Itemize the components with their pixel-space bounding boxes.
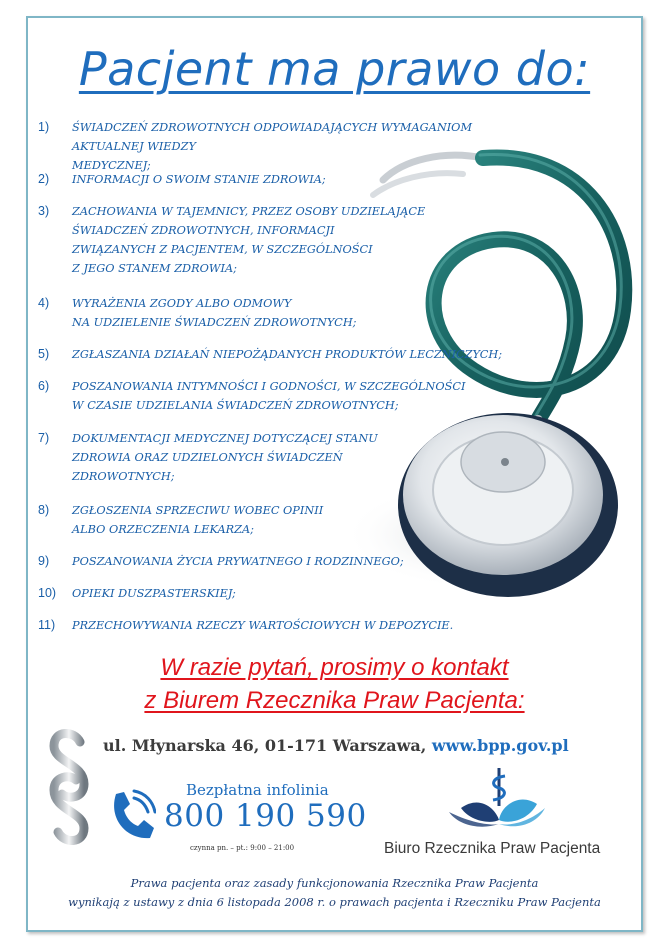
item-text: ZGŁOSZENIA SPRZECIWU WOBEC OPINII ALBO ORZECZENIA LEKARZA; bbox=[72, 504, 324, 536]
legal-footer bbox=[28, 874, 641, 912]
contact-heading bbox=[28, 651, 641, 717]
item-number: 8) bbox=[38, 503, 50, 517]
item-text: OPIEKI DUSZPASTERSKIEJ; bbox=[72, 587, 236, 600]
item-number: 1) bbox=[38, 120, 50, 134]
right-item bbox=[38, 429, 378, 486]
item-number: 6) bbox=[38, 379, 50, 393]
item-number: 2) bbox=[38, 172, 50, 186]
website-link[interactable]: www.bpp.gov.pl bbox=[431, 736, 569, 755]
item-number: 10) bbox=[38, 586, 57, 600]
item-number: 3) bbox=[38, 204, 50, 218]
bpp-logo-icon bbox=[441, 764, 551, 830]
address-line bbox=[103, 736, 569, 755]
right-item bbox=[38, 616, 453, 635]
right-item bbox=[38, 552, 404, 571]
right-item bbox=[38, 584, 236, 603]
bpp-logo-text: Biuro Rzecznika Praw Pacjenta bbox=[384, 840, 601, 857]
item-text: POSZANOWANIA INTYMNOŚCI I GODNOŚCI, W SZCZEGÓLNOŚCI W CZASIE UDZIELANIA ŚWIADCZEŃ ZDROWOTNYCH; bbox=[72, 380, 466, 412]
item-number: 5) bbox=[38, 347, 50, 361]
footer-line-2: wynikają z ustawy z dnia 6 listopada 2008 r. o prawach pacjenta i Rzeczniku Praw Pacjenta bbox=[68, 895, 601, 909]
hotline-number[interactable]: 800 190 590 bbox=[164, 798, 367, 834]
phone-icon bbox=[106, 788, 156, 842]
item-text: POSZANOWANIA ŻYCIA PRYWATNEGO I RODZINNEGO; bbox=[72, 555, 404, 568]
hotline-label: Bezpłatna infolinia bbox=[186, 781, 329, 799]
item-text: WYRAŻENIA ZGODY ALBO ODMOWY NA UDZIELENIE ŚWIADCZEŃ ZDROWOTNYCH; bbox=[72, 297, 357, 329]
item-text: ŚWIADCZEŃ ZDROWOTNYCH ODPOWIADAJĄCYCH WYMAGANIOM AKTUALNEJ WIEDZY MEDYCZNEJ; bbox=[72, 121, 473, 172]
item-number: 7) bbox=[38, 431, 50, 445]
street-address: ul. Młynarska 46, 01-171 Warszawa, bbox=[103, 736, 427, 755]
item-number: 4) bbox=[38, 296, 50, 310]
item-number: 9) bbox=[38, 554, 50, 568]
item-text: INFORMACJI O SWOIM STANIE ZDROWIA; bbox=[72, 173, 326, 186]
paragraph-icon bbox=[44, 728, 94, 846]
right-item bbox=[38, 202, 425, 278]
right-item bbox=[38, 377, 465, 415]
right-item bbox=[38, 345, 502, 364]
item-text: DOKUMENTACJI MEDYCZNEJ DOTYCZĄCEJ STANU ZDROWIA ORAZ UDZIELONYCH ŚWIADCZEŃ ZDROWOTNYCH; bbox=[72, 432, 378, 483]
contact-line-1: W razie pytań, prosimy o kontakt bbox=[160, 654, 509, 681]
item-text: ZGŁASZANIA DZIAŁAŃ NIEPOŻĄDANYCH PRODUKTÓW LECZNICZYCH; bbox=[72, 348, 503, 361]
right-item bbox=[38, 118, 508, 175]
contact-line-2: z Biurem Rzecznika Praw Pacjenta: bbox=[144, 687, 525, 714]
item-number: 11) bbox=[38, 618, 56, 632]
poster bbox=[26, 16, 643, 932]
right-item bbox=[38, 501, 323, 539]
hotline-hours: czynna pn. – pt.: 9:00 – 21:00 bbox=[190, 844, 295, 852]
poster-title: Pacjent ma prawo do: bbox=[78, 42, 591, 96]
item-text: PRZECHOWYWANIA RZECZY WARTOŚCIOWYCH W DEPOZYCIE. bbox=[72, 619, 454, 632]
right-item bbox=[38, 170, 326, 189]
item-text: ZACHOWANIA W TAJEMNICY, PRZEZ OSOBY UDZIELAJĄCE ŚWIADCZEŃ ZDROWOTNYCH, INFORMACJI ZWIĄZANYCH Z PACJENTEM, W SZCZEGÓLNOŚCI Z JEGO STANEM ZDROWIA; bbox=[72, 205, 426, 275]
footer-line-1: Prawa pacjenta oraz zasady funkcjonowania Rzecznika Praw Pacjenta bbox=[130, 876, 539, 890]
right-item bbox=[38, 294, 356, 332]
